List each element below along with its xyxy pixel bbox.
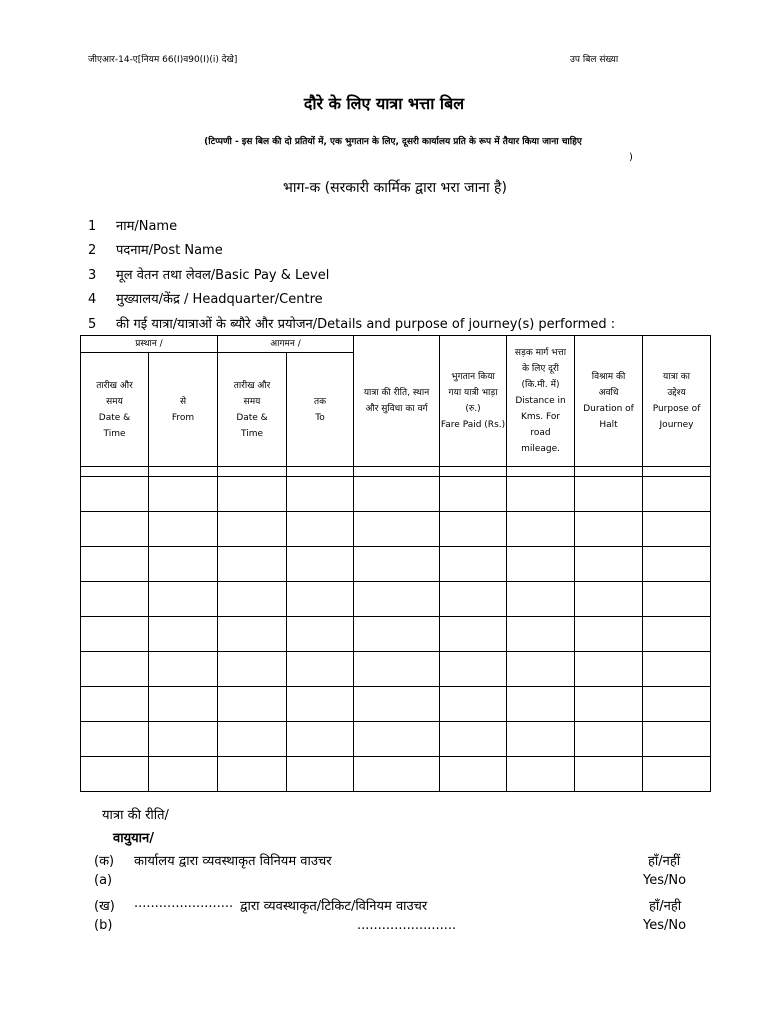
line-a2-prefix: (a)	[94, 873, 113, 888]
road-distance-header: सड़क मार्ग भत्ता के लिए दूरी (कि.मी. में) Distance in Kms. For road mileage.	[507, 336, 575, 467]
field-basic-pay	[88, 265, 329, 283]
field-journey-details	[88, 314, 615, 332]
journey-mode-label: यात्रा की रीति/	[102, 808, 169, 823]
line-b-prefix: (ख)	[94, 899, 115, 914]
instruction-note-close: )	[629, 152, 633, 163]
line-a2-option: Yes/No	[643, 873, 687, 888]
line-a-text: कार्यालय द्वारा व्यवस्थाकृत विनियम वाउचर	[134, 854, 332, 869]
departure-header: प्रस्थान /	[81, 336, 218, 353]
field-headquarter	[88, 289, 323, 307]
table-row	[81, 687, 711, 722]
item-number: 4	[88, 292, 97, 307]
table-row	[81, 722, 711, 757]
table-row	[81, 547, 711, 582]
item-label: की गई यात्रा/यात्राओं के ब्यौरे और प्रयोजन/Details and purpose of journey(s) performed :	[116, 317, 616, 332]
part-heading: भाग-क (सरकारी कार्मिक द्वारा भरा जाना है)	[283, 180, 507, 196]
arr-date-time-header: तारीख और समय Date & Time	[218, 353, 287, 467]
journey-table	[80, 335, 711, 792]
item-number: 5	[88, 317, 97, 332]
item-label: नाम/Name	[116, 219, 178, 234]
dep-date-time-header: तारीख और समय Date & Time	[81, 353, 149, 467]
arrival-header: आगमन /	[218, 336, 354, 353]
halt-header: विश्राम की अवधि Duration of Halt	[575, 336, 643, 467]
field-name	[88, 216, 177, 234]
line-b2-dots: ........................	[357, 918, 457, 933]
page-title: दौरे के लिए यात्रा भत्ता बिल	[303, 94, 465, 113]
to-header: तक To	[287, 353, 354, 467]
line-b-text: द्वारा व्यवस्थाकृत/टिकिट/विनियम वाउचर	[240, 899, 428, 914]
item-label: मूल वेतन तथा लेवल/Basic Pay & Level	[116, 268, 330, 283]
item-label: पदनाम/Post Name	[116, 243, 223, 258]
line-a-option: हाँ/नहीं	[648, 854, 681, 869]
form-reference: जीएआर-14-ए[नियम 66(I)व90(I)(i) देखे]	[88, 55, 238, 65]
table-row	[81, 582, 711, 617]
from-header: से From	[149, 353, 218, 467]
table-row	[81, 757, 711, 792]
item-label: मुख्यालय/केंद्र / Headquarter/Centre	[116, 292, 323, 307]
table-row	[81, 467, 711, 477]
fare-header: भुगतान किया गया यात्री भाड़ा (रु.) Fare Paid (Rs.)	[440, 336, 507, 467]
table-row	[81, 652, 711, 687]
table-row	[81, 477, 711, 512]
item-number: 2	[88, 243, 97, 258]
field-post-name	[88, 240, 223, 258]
table-row	[81, 617, 711, 652]
sub-bill-number-label: उप बिल संख्या	[570, 55, 619, 65]
line-a-prefix: (क)	[94, 854, 115, 869]
line-b2-prefix: (b)	[94, 918, 113, 933]
purpose-header: यात्रा का उद्देश्य Purpose of Journey	[643, 336, 711, 467]
mode-header: यात्रा की रीति, स्थान और सुविधा का वर्ग	[354, 336, 440, 467]
line-b2-option: Yes/No	[643, 918, 687, 933]
air-label: वायुयान/	[113, 831, 155, 846]
item-number: 1	[88, 219, 97, 234]
line-b-dots: ........................	[134, 896, 234, 911]
line-b-option: हाँ/नही	[649, 899, 682, 914]
table-row	[81, 512, 711, 547]
item-number: 3	[88, 268, 97, 283]
instruction-note: (टिप्पणी - इस बिल की दो प्रतियों में, एक भुगतान के लिए, दूसरी कार्यालय प्रति के रूप में तैयार किया जाना चाहिए	[204, 137, 582, 147]
